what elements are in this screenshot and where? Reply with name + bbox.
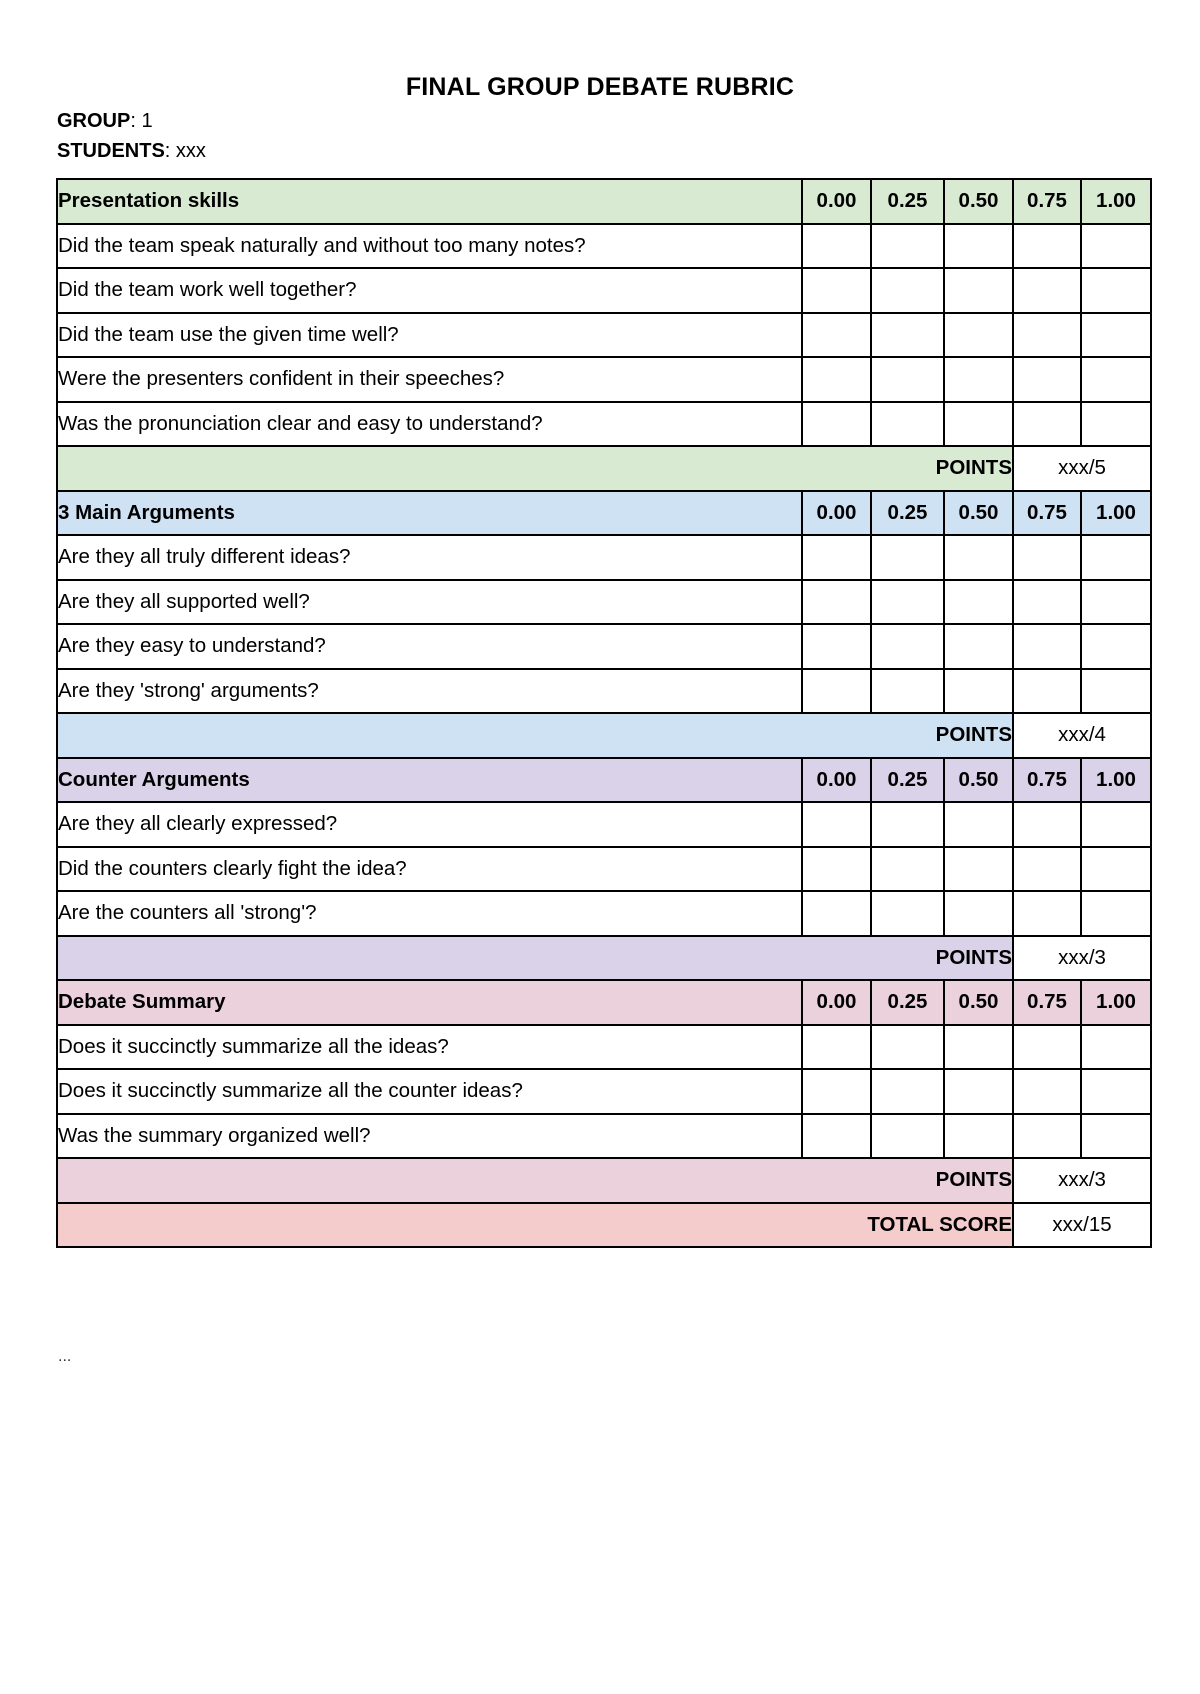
- score-cell[interactable]: [1081, 268, 1151, 313]
- score-cell[interactable]: [944, 580, 1013, 625]
- criterion-row: [57, 313, 1151, 358]
- criterion-row: [57, 580, 1151, 625]
- section-header-row: [57, 491, 1151, 536]
- section-points-row: [57, 936, 1151, 981]
- points-label: POINTS: [57, 713, 1013, 758]
- score-cell[interactable]: [944, 224, 1013, 269]
- score-cell[interactable]: [802, 268, 871, 313]
- score-cell[interactable]: [1013, 1114, 1081, 1159]
- score-cell[interactable]: [1013, 802, 1081, 847]
- criterion-text: Was the summary organized well?: [57, 1114, 802, 1159]
- score-cell[interactable]: [1081, 1025, 1151, 1070]
- section-points-row: [57, 446, 1151, 491]
- score-cell[interactable]: [871, 535, 944, 580]
- score-column-header: 0.00: [802, 491, 871, 536]
- section-header-row: [57, 758, 1151, 803]
- score-column-header: 0.00: [802, 758, 871, 803]
- score-cell[interactable]: [1013, 357, 1081, 402]
- score-cell[interactable]: [871, 357, 944, 402]
- score-cell[interactable]: [871, 669, 944, 714]
- score-cell[interactable]: [1013, 402, 1081, 447]
- score-cell[interactable]: [944, 535, 1013, 580]
- score-cell[interactable]: [1013, 268, 1081, 313]
- score-cell[interactable]: [802, 847, 871, 892]
- score-cell[interactable]: [944, 624, 1013, 669]
- score-cell[interactable]: [871, 224, 944, 269]
- points-value[interactable]: xxx/3: [1013, 936, 1151, 981]
- score-cell[interactable]: [944, 802, 1013, 847]
- score-cell[interactable]: [944, 402, 1013, 447]
- criterion-text: Did the team speak naturally and without too many notes?: [57, 224, 802, 269]
- points-label: POINTS: [57, 936, 1013, 981]
- criterion-text: Are the counters all 'strong'?: [57, 891, 802, 936]
- score-column-header: 1.00: [1081, 980, 1151, 1025]
- students-line: STUDENTS: xxx: [57, 140, 206, 162]
- section-header-row: [57, 179, 1151, 224]
- criterion-text: Are they 'strong' arguments?: [57, 669, 802, 714]
- section-title: 3 Main Arguments: [57, 491, 802, 536]
- page-title: FINAL GROUP DEBATE RUBRIC: [405, 73, 795, 101]
- score-cell[interactable]: [871, 268, 944, 313]
- points-label: POINTS: [57, 446, 1013, 491]
- score-column-header: 0.25: [871, 491, 944, 536]
- group-label: GROUP: [57, 110, 131, 132]
- criterion-row: [57, 268, 1151, 313]
- criterion-text: Was the pronunciation clear and easy to understand?: [57, 402, 802, 447]
- score-cell[interactable]: [802, 1025, 871, 1070]
- score-cell[interactable]: [1013, 1069, 1081, 1114]
- criterion-row: [57, 669, 1151, 714]
- criterion-text: Are they all clearly expressed?: [57, 802, 802, 847]
- score-cell[interactable]: [802, 1069, 871, 1114]
- score-column-header: 0.75: [1013, 980, 1081, 1025]
- section-title: Presentation skills: [57, 179, 802, 224]
- score-column-header: 1.00: [1081, 758, 1151, 803]
- score-cell[interactable]: [944, 1069, 1013, 1114]
- score-cell[interactable]: [1081, 224, 1151, 269]
- score-cell[interactable]: [1081, 313, 1151, 358]
- score-cell[interactable]: [944, 1025, 1013, 1070]
- score-cell[interactable]: [1013, 669, 1081, 714]
- score-column-header: 0.75: [1013, 491, 1081, 536]
- score-cell[interactable]: [1013, 313, 1081, 358]
- score-cell[interactable]: [802, 669, 871, 714]
- score-cell[interactable]: [802, 580, 871, 625]
- score-cell[interactable]: [1081, 535, 1151, 580]
- section-title: Debate Summary: [57, 980, 802, 1025]
- score-column-header: 0.75: [1013, 758, 1081, 803]
- score-cell[interactable]: [944, 357, 1013, 402]
- score-column-header: 0.75: [1013, 179, 1081, 224]
- score-cell[interactable]: [802, 535, 871, 580]
- score-cell[interactable]: [1081, 847, 1151, 892]
- score-cell[interactable]: [802, 891, 871, 936]
- criterion-text: Did the team work well together?: [57, 268, 802, 313]
- score-cell[interactable]: [1013, 624, 1081, 669]
- points-label: POINTS: [57, 1158, 1013, 1203]
- score-cell[interactable]: [944, 847, 1013, 892]
- criterion-row: [57, 802, 1151, 847]
- score-column-header: 0.25: [871, 179, 944, 224]
- score-cell[interactable]: [1081, 624, 1151, 669]
- score-cell[interactable]: [1013, 535, 1081, 580]
- score-cell[interactable]: [1081, 580, 1151, 625]
- criterion-row: [57, 402, 1151, 447]
- criterion-row: [57, 1025, 1151, 1070]
- score-cell[interactable]: [871, 802, 944, 847]
- criterion-text: Were the presenters confident in their speeches?: [57, 357, 802, 402]
- score-cell[interactable]: [802, 1114, 871, 1159]
- criterion-text: Are they easy to understand?: [57, 624, 802, 669]
- section-points-row: [57, 713, 1151, 758]
- score-cell[interactable]: [944, 313, 1013, 358]
- score-column-header: 0.00: [802, 980, 871, 1025]
- score-cell[interactable]: [1081, 1114, 1151, 1159]
- criterion-row: [57, 224, 1151, 269]
- score-column-header: 0.00: [802, 179, 871, 224]
- criterion-text: Did the team use the given time well?: [57, 313, 802, 358]
- section-header-row: [57, 980, 1151, 1025]
- criterion-row: [57, 535, 1151, 580]
- footer-ellipsis: ...: [58, 1348, 72, 1365]
- score-cell[interactable]: [1013, 891, 1081, 936]
- score-column-header: 0.25: [871, 758, 944, 803]
- score-cell[interactable]: [871, 1069, 944, 1114]
- score-cell[interactable]: [1081, 669, 1151, 714]
- score-cell[interactable]: [1013, 847, 1081, 892]
- criterion-row: [57, 1114, 1151, 1159]
- points-value[interactable]: xxx/4: [1013, 713, 1151, 758]
- score-cell[interactable]: [802, 624, 871, 669]
- score-cell[interactable]: [871, 624, 944, 669]
- score-cell[interactable]: [1081, 1069, 1151, 1114]
- criterion-text: Are they all supported well?: [57, 580, 802, 625]
- criterion-row: [57, 1069, 1151, 1114]
- score-column-header: 0.50: [944, 980, 1013, 1025]
- score-cell[interactable]: [802, 802, 871, 847]
- score-cell[interactable]: [871, 313, 944, 358]
- score-cell[interactable]: [802, 313, 871, 358]
- score-cell[interactable]: [871, 891, 944, 936]
- score-cell[interactable]: [1081, 891, 1151, 936]
- score-cell[interactable]: [944, 669, 1013, 714]
- section-title: Counter Arguments: [57, 758, 802, 803]
- criterion-row: [57, 891, 1151, 936]
- score-column-header: 1.00: [1081, 491, 1151, 536]
- score-cell[interactable]: [871, 847, 944, 892]
- score-cell[interactable]: [1081, 802, 1151, 847]
- criterion-row: [57, 847, 1151, 892]
- score-cell[interactable]: [802, 224, 871, 269]
- score-cell[interactable]: [871, 402, 944, 447]
- group-line: GROUP: 1: [57, 110, 153, 132]
- score-cell[interactable]: [944, 1114, 1013, 1159]
- score-cell[interactable]: [1081, 357, 1151, 402]
- total-score-row: [57, 1203, 1151, 1248]
- score-cell[interactable]: [802, 402, 871, 447]
- score-cell[interactable]: [1013, 224, 1081, 269]
- students-value: xxx: [175, 140, 206, 162]
- score-cell[interactable]: [1013, 1025, 1081, 1070]
- group-value: 1: [141, 110, 153, 132]
- score-cell[interactable]: [1081, 402, 1151, 447]
- rubric-table: [56, 178, 1152, 1248]
- criterion-text: Did the counters clearly fight the idea?: [57, 847, 802, 892]
- score-column-header: 0.25: [871, 980, 944, 1025]
- section-points-row: [57, 1158, 1151, 1203]
- points-value[interactable]: xxx/5: [1013, 446, 1151, 491]
- criterion-text: Does it succinctly summarize all the ideas?: [57, 1025, 802, 1070]
- total-score-value[interactable]: xxx/15: [1013, 1203, 1151, 1248]
- score-column-header: 0.50: [944, 179, 1013, 224]
- score-cell[interactable]: [871, 580, 944, 625]
- criterion-text: Does it succinctly summarize all the counter ideas?: [57, 1069, 802, 1114]
- score-column-header: 0.50: [944, 491, 1013, 536]
- criterion-text: Are they all truly different ideas?: [57, 535, 802, 580]
- total-score-label: TOTAL SCORE: [57, 1203, 1013, 1248]
- points-value[interactable]: xxx/3: [1013, 1158, 1151, 1203]
- score-cell[interactable]: [871, 1025, 944, 1070]
- score-cell[interactable]: [871, 1114, 944, 1159]
- score-cell[interactable]: [1013, 580, 1081, 625]
- students-label: STUDENTS: [57, 140, 165, 162]
- score-column-header: 0.50: [944, 758, 1013, 803]
- score-cell[interactable]: [944, 268, 1013, 313]
- score-cell[interactable]: [944, 891, 1013, 936]
- criterion-row: [57, 357, 1151, 402]
- criterion-row: [57, 624, 1151, 669]
- score-column-header: 1.00: [1081, 179, 1151, 224]
- score-cell[interactable]: [802, 357, 871, 402]
